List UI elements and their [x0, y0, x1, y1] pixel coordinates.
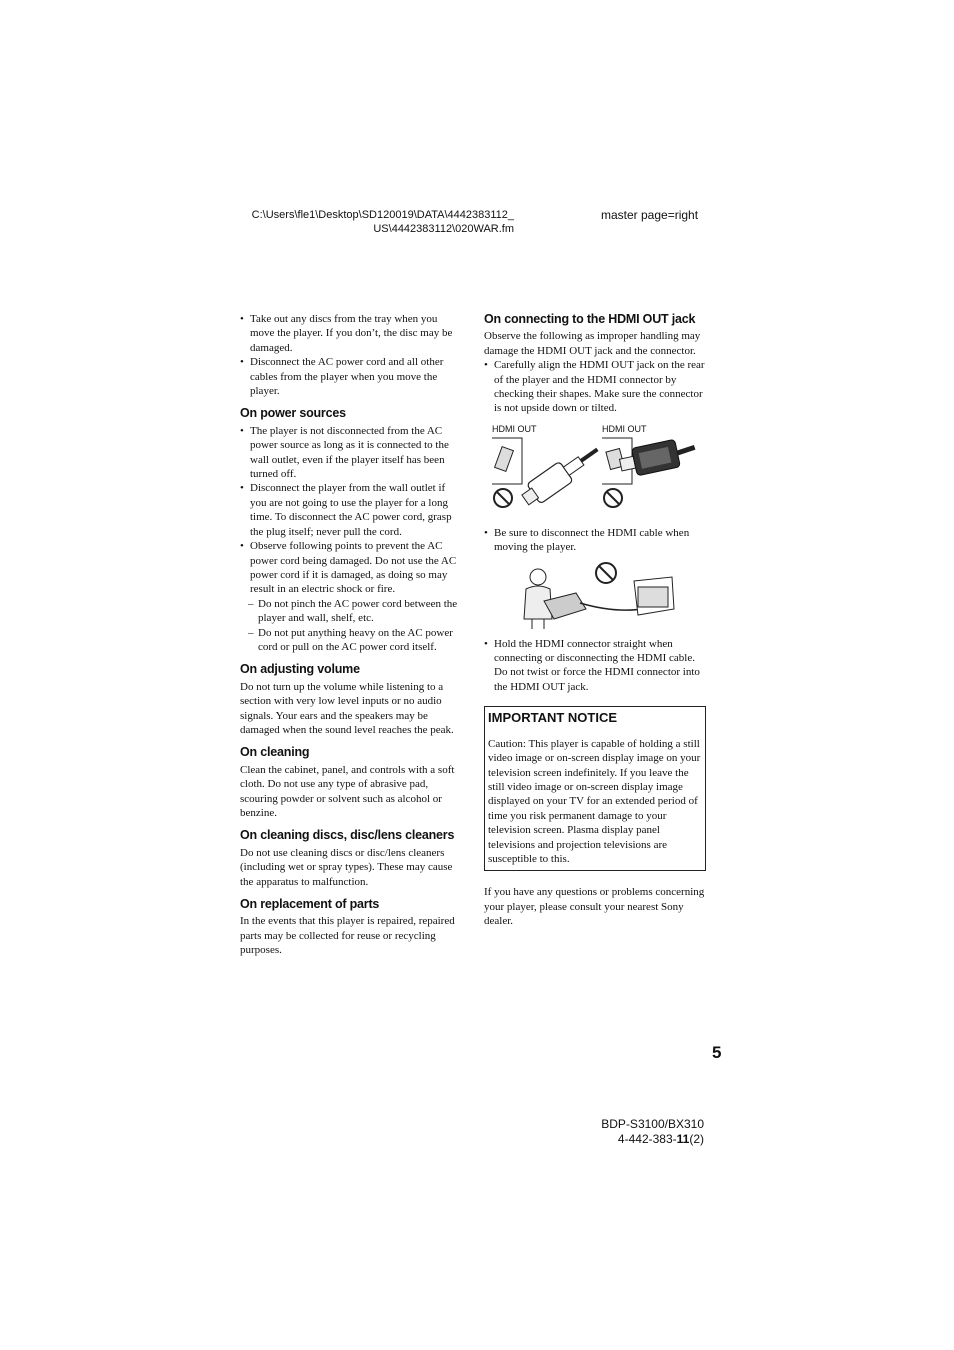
- file-path-line2: US\4442383112\020WAR.fm: [373, 223, 514, 235]
- disc-cleaners-text: Do not use cleaning discs or disc/lens cleaners (including wet or spray types). These may cause the apparatus to malfunction.: [240, 846, 453, 888]
- hdmi-bullet-list-2: [484, 526, 706, 555]
- hdmi-bullet-list-3: [484, 637, 706, 695]
- replacement-parts-heading: On replacement of parts: [240, 897, 380, 912]
- prohibited-icon: [604, 489, 622, 507]
- file-path: [244, 208, 514, 236]
- part-code-prefix: 4-442-383-: [617, 1132, 677, 1146]
- list-item: • The player is not disconnected from the AC power source as long as it is connected to the wall outlet, even if the player itself has been turned off.: [240, 424, 462, 482]
- prohibited-icon: [596, 563, 616, 583]
- part-code-bold: 11: [676, 1132, 690, 1146]
- hdmi-out-label-right: HDMI OUT: [602, 423, 647, 434]
- power-bullet-list: [240, 424, 462, 597]
- list-item: • Be sure to disconnect the HDMI cable when moving the player.: [484, 526, 706, 555]
- list-item: – Do not put anything heavy on the AC power cord or pull on the AC power cord itself.: [248, 626, 462, 655]
- person-moving-player-illustration: [514, 561, 684, 631]
- hdmi-connector-illustration: [484, 422, 706, 520]
- prohibited-icon: [494, 489, 512, 507]
- hdmi-bullet-list-1: [484, 358, 706, 416]
- replacement-parts-text: In the events that this player is repaired, repaired parts may be collected for reuse or recycling purposes.: [240, 915, 455, 957]
- important-notice-box: [484, 706, 706, 871]
- cleaning-text: Clean the cabinet, panel, and controls with a soft cloth. Do not use any type of abrasive pad, scouring powder or solvent such as alcohol or benzine.: [240, 763, 455, 819]
- intro-bullet-list: [240, 312, 462, 398]
- model-number: BDP-S3100/BX310: [601, 1117, 704, 1131]
- volume-heading: On adjusting volume: [240, 662, 360, 677]
- power-dash-list: [240, 597, 462, 655]
- left-column: [240, 312, 462, 958]
- disc-cleaners-heading: On cleaning discs, disc/lens cleaners: [240, 828, 455, 843]
- list-item: • Hold the HDMI connector straight when connecting or disconnecting the HDMI cable. Do not twist or force the HDMI connector into the HDMI OUT jack.: [484, 637, 706, 695]
- power-sources-heading: On power sources: [240, 406, 346, 421]
- file-path-line1: C:\Users\fle1\Desktop\SD120019\DATA\4442383112_: [251, 209, 514, 221]
- hdmi-alignment-figure: [484, 422, 706, 520]
- master-page-label: master page=right: [601, 208, 699, 222]
- moving-player-figure: [514, 561, 736, 631]
- important-notice-heading: IMPORTANT NOTICE: [488, 710, 618, 726]
- list-item: – Do not pinch the AC power cord between the player and wall, shelf, etc.: [248, 597, 462, 626]
- hdmi-out-label-left: HDMI OUT: [492, 423, 537, 434]
- list-item: • Take out any discs from the tray when you move the player. If you don’t, the disc may be damaged.: [240, 312, 462, 355]
- list-item: • Disconnect the AC power cord and all other cables from the player when you move the player.: [240, 355, 462, 398]
- list-item: • Carefully align the HDMI OUT jack on the rear of the player and the HDMI connector by checking their shapes. Make sure the connector is not upside down or tilted.: [484, 358, 706, 416]
- closing-text: If you have any questions or problems concerning your player, please consult your nearest Sony dealer.: [484, 886, 705, 928]
- important-notice-text: Caution: This player is capable of holding a still video image or on-screen display image on your television screen indefinitely. If you leave the still video image or on-screen display image displayed on your TV for an extended period of time you risk permanent damage to your television screen. Plasma display panel televisions and projection televisions are susceptible to this.: [488, 737, 701, 865]
- volume-text: Do not turn up the volume while listening to a section with very low level inputs or no audio signals. Your ears and the speakers may be damaged when the sound level reaches the peak.: [240, 680, 454, 736]
- part-code-suffix: (2): [689, 1132, 704, 1146]
- hdmi-intro: Observe the following as improper handling may damage the HDMI OUT jack and the connector.: [484, 330, 701, 357]
- list-item: • Disconnect the player from the wall outlet if you are not going to use the player for a long time. To disconnect the AC power cord, grasp the plug itself; never pull the cord.: [240, 481, 462, 539]
- cleaning-heading: On cleaning: [240, 745, 310, 760]
- page-number: 5: [712, 1043, 722, 1062]
- part-code: [560, 1132, 704, 1147]
- right-column: [484, 312, 706, 929]
- list-item: • Observe following points to prevent the AC power cord being damaged. Do not use the AC power cord if it is damaged, as doing so may result in an electric shock or fire.: [240, 539, 462, 597]
- model-info: [560, 1117, 704, 1147]
- hdmi-heading: On connecting to the HDMI OUT jack: [484, 312, 696, 326]
